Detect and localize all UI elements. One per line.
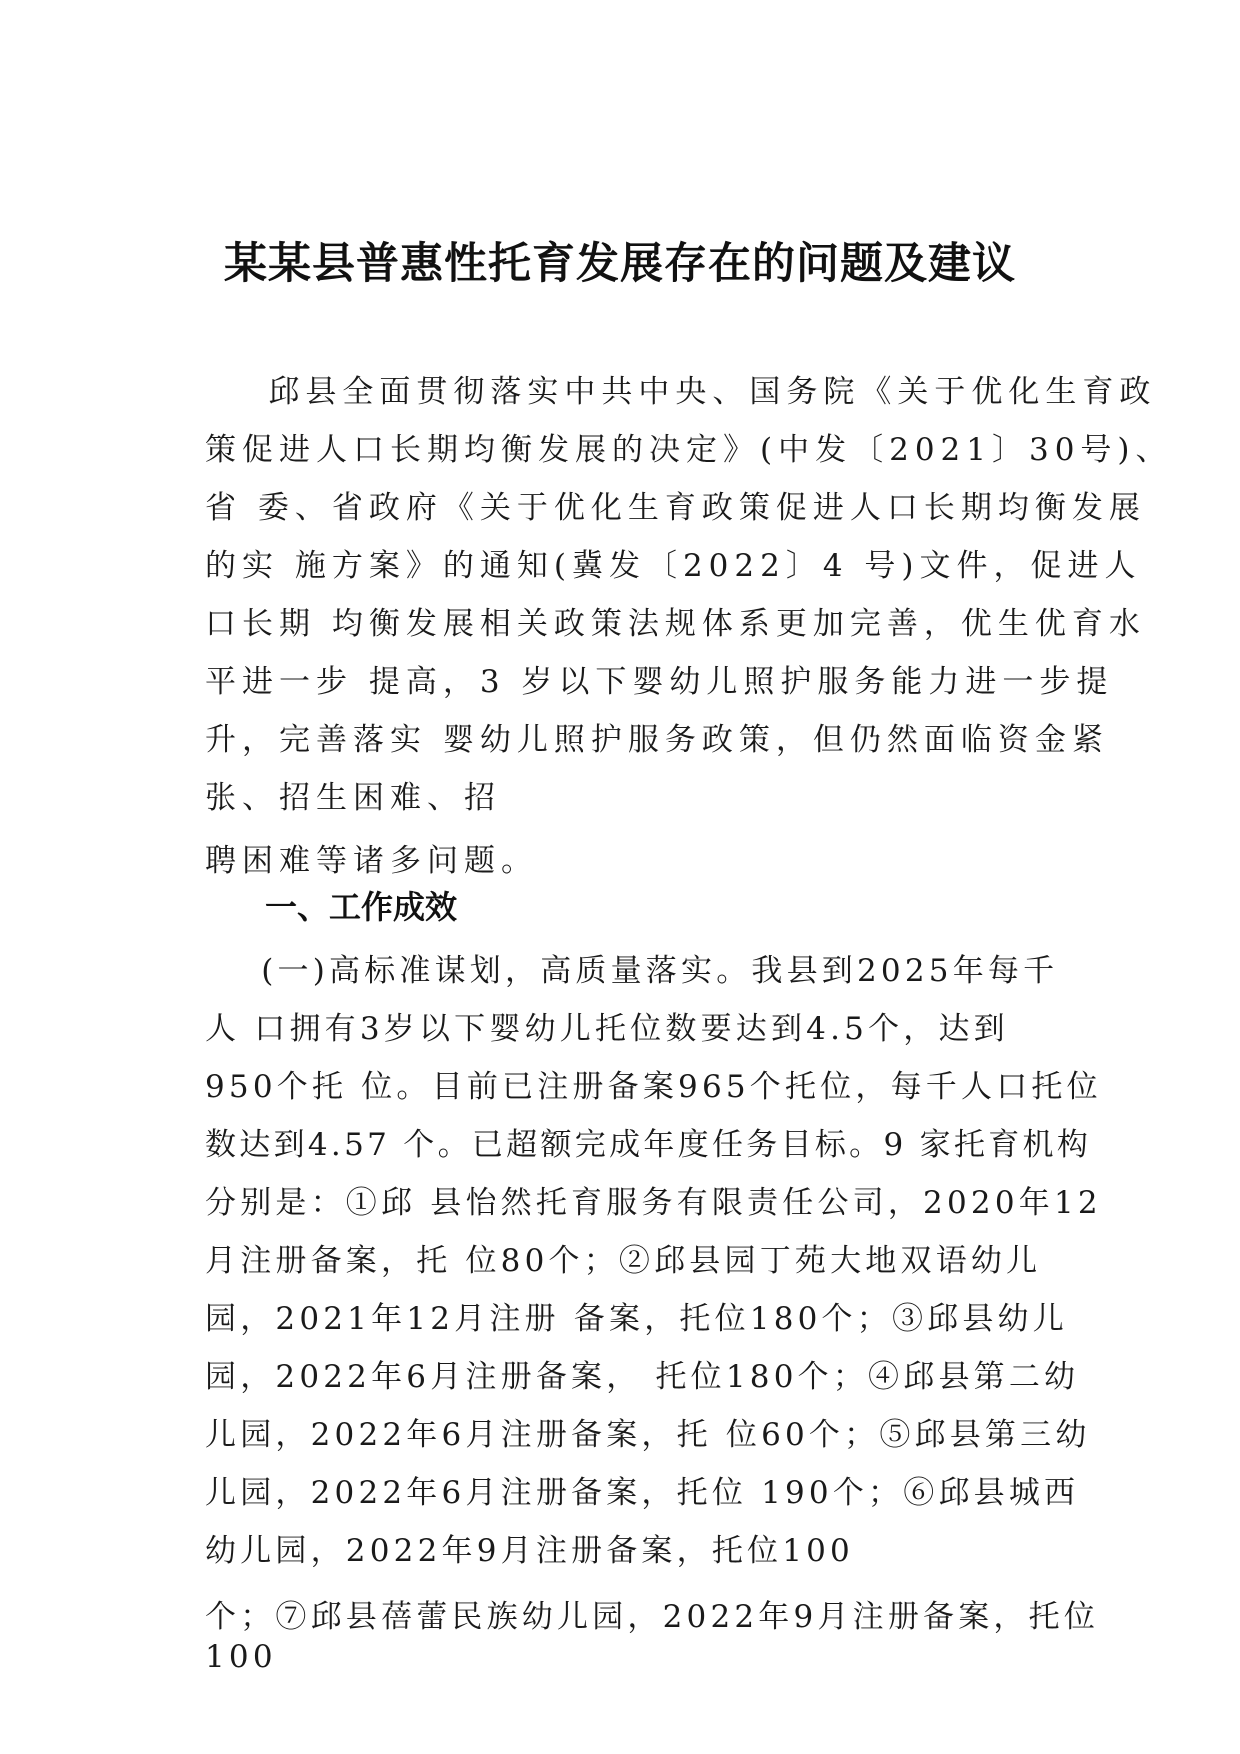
section-line-8: 园，2022年6月注册备案， 托位180个；④邱县第二幼 [205, 1359, 1080, 1395]
intro-line-7: 升，完善落实 婴幼儿照护服务政策，但仍然面临资金紧 [205, 722, 1109, 758]
intro-line-8: 张、招生困难、招 [205, 780, 501, 816]
section-line-10: 儿园，2022年6月注册备案，托位 190个；⑥邱县城西 [205, 1475, 1080, 1511]
section-line-9: 儿园，2022年6月注册备案，托 位60个；⑤邱县第三幼 [205, 1417, 1091, 1453]
section-line-7: 园，2021年12月注册 备案，托位180个；③邱县幼儿 [205, 1301, 1068, 1337]
last-line-2: 100 [205, 1639, 277, 1675]
section-line-4: 数达到4.57 个。已超额完成年度任务目标。9 家托育机构 [205, 1127, 1092, 1163]
intro-line-6: 平进一步 提高，3 岁以下婴幼儿照护服务能力进一步提 [205, 664, 1114, 700]
last-line-1: 个；⑦邱县蓓蕾民族幼儿园，2022年9月注册备案，托位 [205, 1599, 1100, 1635]
document-title: 某某县普惠性托育发展存在的问题及建议 [224, 239, 1016, 289]
section-heading: 一、工作成效 [265, 888, 458, 926]
intro-line-5: 口长期 均衡发展相关政策法规体系更加完善，优生优育水 [205, 606, 1146, 642]
section-line-1: (一)高标准谋划，高质量落实。我县到2025年每千 [205, 953, 1059, 989]
intro-tail-line: 聘困难等诸多问题。 [205, 843, 538, 879]
section-line-11: 幼儿园，2022年9月注册备案，托位100 [205, 1533, 854, 1569]
intro-line-2: 策促进人口长期均衡发展的决定》(中发〔2021〕30号)、 [205, 432, 1173, 468]
intro-line-3: 省 委、省政府《关于优化生育政策促进人口长期均衡发展 [205, 490, 1146, 526]
section-line-3: 950个托 位。目前已注册备案965个托位，每千人口托位 [205, 1069, 1102, 1105]
intro-line-1: 邱县全面贯彻落实中共中央、国务院《关于优化生育政 [205, 374, 1157, 410]
section-line-2: 人 口拥有3岁以下婴幼儿托位数要达到4.5个，达到 [205, 1011, 1009, 1047]
section-line-5: 分别是：①邱 县怡然托育服务有限责任公司，2020年12 [205, 1185, 1102, 1221]
intro-line-4: 的实 施方案》的通知(冀发〔2022〕4 号)文件，促进人 [205, 548, 1142, 584]
section-line-6: 月注册备案，托 位80个；②邱县园丁苑大地双语幼儿 [205, 1243, 1042, 1279]
